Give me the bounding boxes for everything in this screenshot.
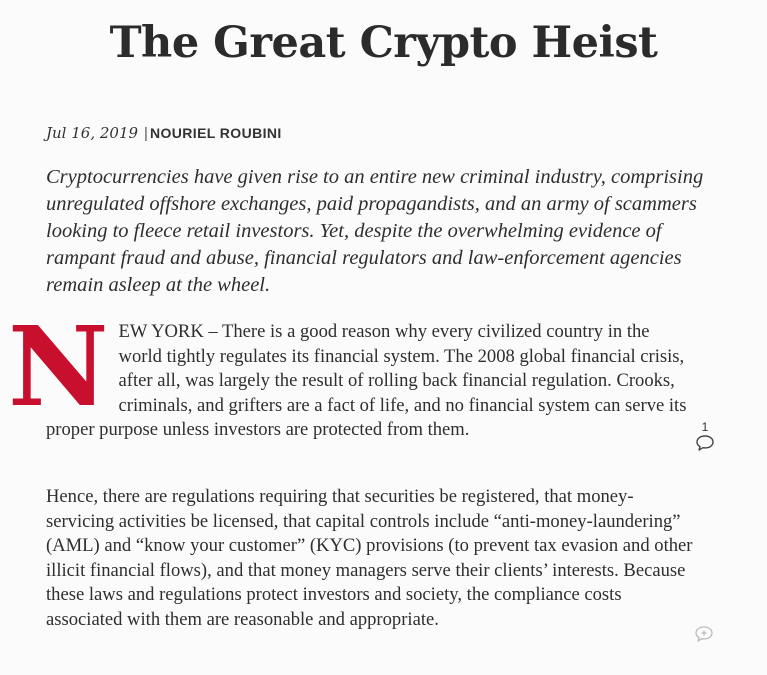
article-title: The Great Crypto Heist — [109, 18, 658, 68]
paragraph-1-text: EW YORK – There is a good reason why every civilized country in the world tightly regulates its financial system. The 2008 global financial crisis, after all, was largely the result of rolling back financial regulation. Crooks, criminals, and grifters are a fact of life, and no financial system can serve its proper purpose unless investors are protected from them. — [46, 321, 687, 440]
speech-bubble-icon — [695, 434, 715, 452]
byline — [46, 124, 282, 143]
paragraph-1 — [8, 302, 696, 443]
publish-date: Jul 16, 2019 — [46, 124, 139, 142]
byline-separator: | — [144, 125, 148, 142]
comment-count: 1 — [701, 420, 709, 434]
paragraph-2-add-comment-button[interactable] — [694, 625, 716, 643]
article-dek: Cryptocurrencies have given rise to an entire new criminal industry, comprising unregulated offshore exchanges, paid propagandists, and an army of scammers looking to fleece retail investors. Yet, despite the overwhelming evidence of rampant fraud and abuse, financial regulators and law-enforcement agencies remain asleep at the wheel. — [46, 166, 704, 296]
drop-cap: N — [8, 302, 109, 431]
author-link[interactable]: NOURIEL ROUBINI — [149, 125, 282, 141]
add-comment-icon — [694, 625, 714, 643]
paragraph-1-comment-button[interactable] — [693, 420, 717, 457]
paragraph-2: Hence, there are regulations requiring that securities be registered, that money-servicing activities be licensed, that capital controls include “anti-money-laundering” (AML) and “know your customer” (KYC) provisions (to prevent tax evasion and other illicit financial flows), and that money managers serve their clients’ interests. Because these laws and regulations protect investors and society, the compliance costs associated with them are reasonable and appropriate. — [46, 486, 693, 630]
